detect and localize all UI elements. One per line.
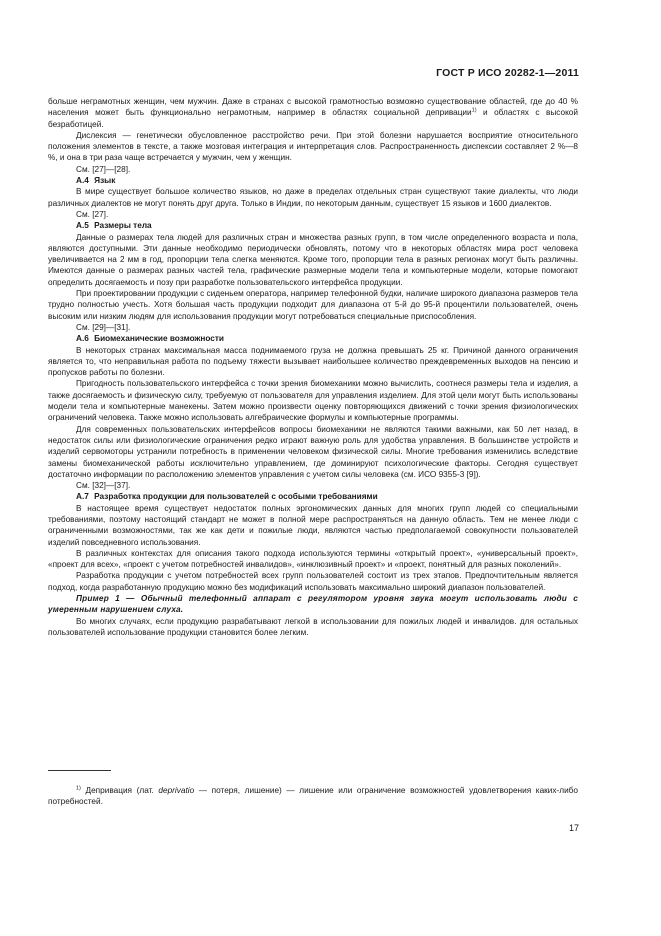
section-title: Размеры тела (94, 221, 152, 231)
paragraph: Во многих случаях, если продукцию разрабатывают легкой в использовании для пожилых людей и инвалидов. для остальных пользователей использование продукции становится более легким. (48, 616, 578, 637)
section-title: Биомеханические возможности (94, 334, 225, 344)
paragraph: Дислексия — генетически обусловленное расстройство речи. При этой болезни нарушается восприятие относительного положения элементов в тексте, а также мозговая интеграция и интерпретация слов. Распространенность диспексии составляет 2 %—8 %, и она в три раза чаще встречается у мужчин, чем у женщин. (48, 130, 578, 163)
footnote-part: — потеря, лишение) — лишение или ограничение возможностей удовлетворения каких-либо потребностей. (48, 786, 578, 807)
main-text (48, 96, 578, 638)
footnote-text (48, 785, 578, 808)
paragraph: В мире существует большое количество языков, но даже в пределах отдельных стран существуют такие диалекты, что люди различных диалектов не могут понять друг друга. Только в Индии, по некоторым данным, существует 15 языков и 1600 диалектов. (48, 187, 578, 208)
footnote-divider (48, 770, 111, 771)
section-title: Разработка продукции для пользователей с особыми требованиями (94, 492, 378, 502)
section-number: А.6 (76, 334, 89, 344)
footnote-marker: 1) (76, 785, 81, 792)
page-number: 17 (568, 823, 579, 833)
paragraph: Разработка продукции с учетом потребностей всех групп пользователей состоит из трех этапов. Предпочтительным является подход, когда разработанную продукцию можно без модификаций использовать максимально широкий диапазон пользователей. (48, 571, 578, 592)
section-heading-a7 (48, 491, 578, 502)
paragraph: При проектировании продукции с сиденьем оператора, например телефонной будки, наличие широкого диапазона размеров тела трудно полностью учесть. Хотя большая часть продукции подходит для диапазона от 5-й до 95-й процентили пользователей, очень высоким или низким людям для использования продукции могут потребоваться специальные приспособления. (48, 289, 578, 321)
footnote-ref: 1) (471, 107, 477, 114)
section-number: А.4 (76, 176, 89, 186)
reference: См. [32]—[37]. (76, 481, 131, 491)
footnote-term: deprivatio (158, 786, 195, 795)
reference: См. [29]—[31]. (76, 322, 131, 332)
section-number: А.7 (76, 492, 89, 502)
section-heading-a5 (48, 220, 578, 231)
paragraph: Данные о размерах тела людей для различных стран и множества разных групп, в том числе определенного возраста и пола, являются доступными. Эти данные необходимо периодически обновлять, потому что в некоторых областях мира рост человека увеличивается на 2 мм в год, пропорции тела слегка меняются. Кроме того, пропорции тела в разных регионах могут быть различны. Имеются данные о размерах разных частей тела, графические размерные модели тела и компьютерные модели, которые помогают определить досягаемость и позу при разработке пользовательского интерфейса продукции. (48, 232, 578, 287)
section-number: А.5 (76, 221, 89, 231)
paragraph: В настоящее время существует недостаток полных эргономических данных для многих групп людей со специальными требованиями, поэтому настоящий стандарт не может в полной мере распространяться на данную область. Тем не менее люди с ограниченными возможностями, так же как дети и пожилые люди, являются частью предполагаемой совокупности пользователей изделий повседневного использования. (48, 503, 578, 547)
footnote (48, 785, 578, 808)
paragraph: Пригодность пользовательского интерфейса с точки зрения биомеханики можно вычислить, соотнеся размеры тела и изделия, а также досягаемость и физическую силу, требуемую от пользователя для управления изделием. Для этой цели могут быть использованы модели тела и компьютерные манекены. Затем можно произвести оценку повторяющихся движений с точки зрения физиологических ограничений человека. Также можно использовать алгебраические формулы и компьютерные программы. (48, 379, 578, 423)
reference: См. [27]. (76, 209, 109, 219)
section-heading-a4 (48, 175, 578, 186)
paragraph: В некоторых странах максимальная масса поднимаемого груза не должна превышать 25 кг. Причиной данного ограничения является то, что неправильная работа по подъему тяжести вызывает наибольшее количество преждевременных выходов на пенсию и пропусков работы по болезни. (48, 345, 578, 378)
paragraph (48, 96, 578, 130)
example: Пример 1 — Обычный телефонный аппарат с регулятором уровня звука могут использовать люди с умеренным нарушением слуха. (48, 594, 578, 615)
paragraph-text: и областях с высокой безработицей. (48, 108, 579, 129)
section-title: Язык (94, 176, 116, 186)
document-header: ГОСТ Р ИСО 20282-1—2011 (436, 67, 579, 79)
section-heading-a6 (48, 333, 578, 344)
footnote-part: Депривация (лат. (80, 786, 159, 795)
paragraph: В различных контекстах для описания такого подхода используются термины «открытый проект», «универсальный проект», «проект для всех», «проект с учетом потребностей инвалидов», «инклюзивный проект» и «проект, понятный для разных поколений». (48, 548, 578, 570)
paragraph-text: больше неграмотных женщин, чем мужчин. Даже в странах с высокой грамотностью возможно существование областей, где до 40 % населения может быть функционально неграмотным, например в областях социальной депривации (48, 97, 578, 118)
reference: См. [27]—[28]. (76, 164, 131, 174)
paragraph: Для современных пользовательских интерфейсов вопросы биомеханики не являются такими важными, как 50 лет назад, в недостаток силы или физиологические ограничения редко играют важную роль для удобства управления. В большинстве устройств и изделий сервомоторы устранили потребность в применении человеком физической силы. Многие требования изменились вследствие замены биомеханической работы исключительно управлением, где доминируют психологические факторы. Cегодня существует достаточно информации по расположению элементов управления с учетом силы человека (см. ИСО 9355-3 [9]). (48, 424, 578, 479)
